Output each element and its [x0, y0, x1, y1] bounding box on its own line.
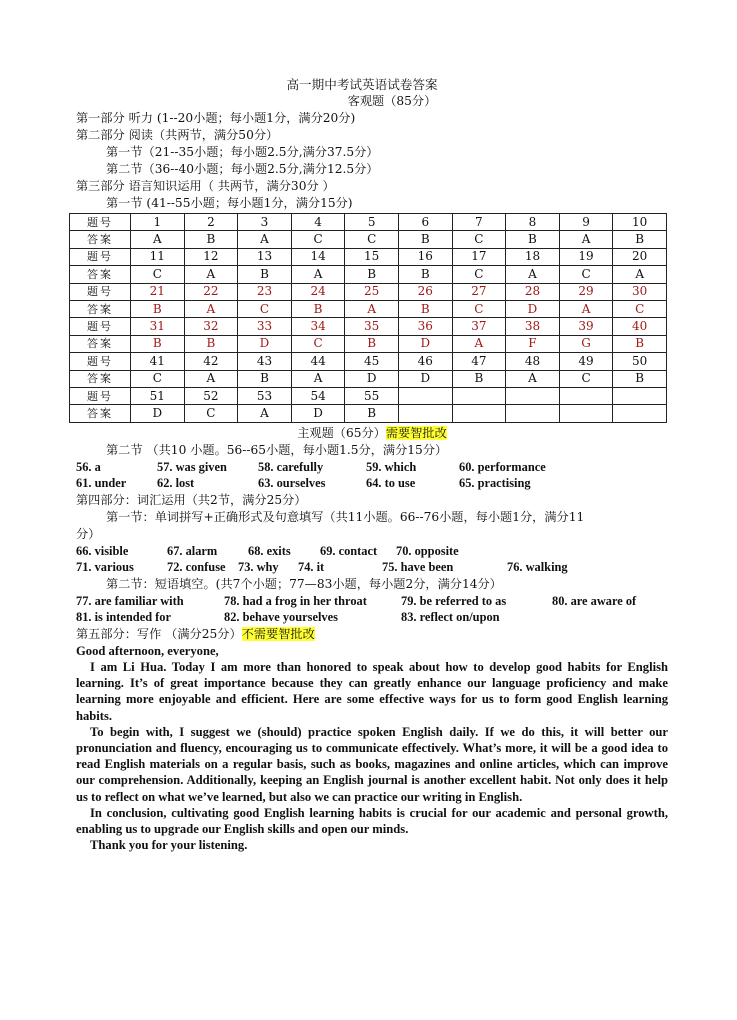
question-number-label: 题号: [70, 387, 131, 404]
answer-cell: C: [452, 266, 506, 283]
question-number-cell: 51: [131, 387, 185, 404]
question-number-cell: 33: [238, 318, 292, 335]
question-number-cell: 24: [291, 283, 345, 300]
answer-cell: B: [613, 231, 667, 248]
answer-cell: C: [131, 266, 185, 283]
answer-row: [70, 405, 667, 422]
question-number-cell: 55: [345, 387, 399, 404]
answer-cell: D: [238, 335, 292, 352]
answer-cell: C: [291, 231, 345, 248]
answer-item: 71. various: [76, 560, 134, 575]
answer-cell: B: [613, 370, 667, 387]
answer-item: 81. is intended for: [76, 610, 171, 625]
question-number-cell: 23: [238, 283, 292, 300]
answer-cell: C: [452, 300, 506, 317]
answer-cell: C: [238, 300, 292, 317]
answer-item: 60. performance: [459, 459, 546, 474]
question-number-cell: [398, 387, 452, 404]
answer-item: 67. alarm: [167, 543, 218, 558]
answer-cell: A: [506, 266, 560, 283]
answer-item: 58. carefully: [258, 459, 324, 474]
answer-line: [76, 543, 668, 560]
question-number-cell: 2: [184, 214, 238, 231]
question-number-cell: 54: [291, 387, 345, 404]
answer-cell: A: [131, 231, 185, 248]
question-number-cell: 19: [559, 248, 613, 265]
answer-item: 82. behave yourselves: [224, 610, 338, 625]
essay-paragraph: I am Li Hua. Today I am more than honored to speak about how to develop good habits for English learning. It’s of great importance because they can greatly enhance our language proficiency and make learning more enjoyable and efficient. Here are some effective ways for us to form good English learning habits.: [76, 659, 668, 723]
subjective-badge: 需要智批改: [385, 425, 447, 440]
part3-section1-heading: 第一节 (41--55小题；每小题1分，满分15分): [106, 196, 353, 210]
answer-cell: B: [345, 335, 399, 352]
question-number-cell: 9: [559, 214, 613, 231]
answer-row: [70, 266, 667, 283]
question-number-label: 题号: [70, 353, 131, 370]
answer-row: [70, 231, 667, 248]
question-number-label: 题号: [70, 318, 131, 335]
answer-cell: A: [613, 266, 667, 283]
answer-cell: B: [238, 370, 292, 387]
subjective-header: 主观题（65分）: [297, 425, 386, 440]
answer-item: 77. are familiar with: [76, 593, 184, 608]
answer-label: 答案: [70, 266, 131, 283]
answer-cell: B: [506, 231, 560, 248]
answer-item: 83. reflect on/upon: [401, 610, 500, 625]
question-number-cell: 44: [291, 353, 345, 370]
question-number-cell: 52: [184, 387, 238, 404]
question-number-cell: 10: [613, 214, 667, 231]
part4-section1-heading: 第一节：单词拼写+正确形式及句意填写（共11小题。66--76小题，每小题1分，满分11: [106, 509, 585, 524]
answer-item: 62. lost: [157, 476, 195, 491]
answer-line: [76, 475, 668, 492]
question-number-cell: 14: [291, 248, 345, 265]
question-number-cell: 40: [613, 318, 667, 335]
answer-cell: D: [131, 405, 185, 422]
question-number-cell: [559, 387, 613, 404]
essay-paragraph: In conclusion, cultivating good English learning habits is crucial for our academic and personal growth, enabling us to upgrade our English skills and open our minds.: [76, 805, 668, 836]
question-number-cell: 8: [506, 214, 560, 231]
question-number-cell: 27: [452, 283, 506, 300]
question-number-label: 题号: [70, 214, 131, 231]
question-number-row: [70, 283, 667, 300]
question-number-cell: 26: [398, 283, 452, 300]
answer-cell: C: [345, 231, 399, 248]
answer-cell: A: [291, 266, 345, 283]
part4-section2-answers: [76, 593, 668, 626]
answer-item: 63. ourselves: [258, 476, 326, 491]
question-number-cell: 31: [131, 318, 185, 335]
answer-cell: C: [184, 405, 238, 422]
answer-cell: A: [506, 370, 560, 387]
question-number-cell: 53: [238, 387, 292, 404]
question-number-cell: 25: [345, 283, 399, 300]
answer-cell: B: [452, 370, 506, 387]
answer-cell: B: [345, 405, 399, 422]
answer-cell: G: [559, 335, 613, 352]
question-number-cell: 22: [184, 283, 238, 300]
answer-row: [70, 370, 667, 387]
answer-line: [76, 559, 668, 576]
part2-heading: 第二部分 阅读（共两节，满分50分）: [76, 128, 279, 142]
answer-item: 80. are aware of: [552, 593, 637, 608]
question-number-cell: 47: [452, 353, 506, 370]
question-number-cell: 13: [238, 248, 292, 265]
question-number-row: [70, 318, 667, 335]
answer-cell: B: [345, 266, 399, 283]
answer-item: 69. contact: [320, 543, 378, 558]
question-number-label: 题号: [70, 283, 131, 300]
question-number-cell: [452, 387, 506, 404]
answer-label: 答案: [70, 405, 131, 422]
part4-section2-heading: 第二节：短语填空。(共7个小题；77—83小题，每小题2分，满分14分）: [106, 576, 502, 591]
question-number-cell: 17: [452, 248, 506, 265]
answer-item: 66. visible: [76, 543, 129, 558]
answer-item: 57. was given: [157, 459, 227, 474]
answer-cell: D: [398, 335, 452, 352]
question-number-label: 题号: [70, 248, 131, 265]
answer-item: 68. exits: [248, 543, 291, 558]
answer-cell: B: [613, 335, 667, 352]
question-number-cell: 42: [184, 353, 238, 370]
answer-item: 76. walking: [507, 560, 568, 575]
answer-item: 75. have been: [382, 560, 454, 575]
question-number-cell: 3: [238, 214, 292, 231]
answer-line: [76, 609, 668, 626]
answer-label: 答案: [70, 300, 131, 317]
answer-item: 61. under: [76, 476, 127, 491]
essay-paragraph: To begin with, I suggest we (should) practice spoken English daily. If we do this, it will better our pronunciation and fluency, encouraging us to communicate effectively. What’s more, it will be a good idea to read English materials on a regular basis, such as books, magazines and online articles, which can improve our comprehension. Additionally, keeping an English journal is another excellent habit. Not only does it help us to reflect on what we’ve learned, but also we can practice our writing in English.: [76, 724, 668, 804]
answer-cell: B: [184, 335, 238, 352]
answer-cell: [559, 405, 613, 422]
answer-cell: A: [184, 300, 238, 317]
question-number-cell: 39: [559, 318, 613, 335]
question-number-cell: 16: [398, 248, 452, 265]
question-number-cell: 45: [345, 353, 399, 370]
question-number-cell: 37: [452, 318, 506, 335]
answer-cell: [506, 405, 560, 422]
answer-cell: [452, 405, 506, 422]
question-number-cell: 4: [291, 214, 345, 231]
answer-cell: B: [398, 266, 452, 283]
answer-cell: D: [291, 405, 345, 422]
answer-table-body: [70, 214, 667, 423]
part3-heading: 第三部分 语言知识运用（ 共两节，满分30分 ）: [76, 179, 335, 193]
question-number-row: [70, 248, 667, 265]
part3-section2-heading: 第二节 （共10 小题。56--65小题，每小题1.5分，满分15分）: [106, 442, 448, 457]
answer-item: 70. opposite: [396, 543, 459, 558]
question-number-cell: 6: [398, 214, 452, 231]
question-number-cell: 21: [131, 283, 185, 300]
question-number-cell: 28: [506, 283, 560, 300]
answer-cell: A: [291, 370, 345, 387]
answer-cell: B: [131, 300, 185, 317]
answer-cell: A: [238, 231, 292, 248]
answer-item: 72. confuse: [167, 560, 226, 575]
answer-cell: B: [398, 300, 452, 317]
question-number-cell: 30: [613, 283, 667, 300]
answer-cell: B: [398, 231, 452, 248]
question-number-cell: 38: [506, 318, 560, 335]
objective-header: 客观题（85分）: [347, 94, 437, 108]
answer-cell: C: [613, 300, 667, 317]
part5-heading: 第五部分：写作 （满分25分）: [76, 626, 242, 641]
answer-cell: D: [345, 370, 399, 387]
question-number-cell: 34: [291, 318, 345, 335]
question-number-cell: 49: [559, 353, 613, 370]
answer-item: 78. had a frog in her throat: [224, 593, 367, 608]
essay-paragraph: Thank you for your listening.: [90, 838, 248, 853]
answer-cell: B: [184, 231, 238, 248]
answer-cell: [398, 405, 452, 422]
question-number-cell: [613, 387, 667, 404]
answer-item: 56. a: [76, 459, 101, 474]
answer-cell: C: [131, 370, 185, 387]
answer-cell: C: [452, 231, 506, 248]
answer-cell: [613, 405, 667, 422]
answer-document: [76, 76, 668, 853]
part4-section1-answers: [76, 543, 668, 576]
section2-answers: [76, 459, 668, 492]
answer-label: 答案: [70, 335, 131, 352]
subjective-header-line: [76, 425, 668, 442]
question-number-cell: 48: [506, 353, 560, 370]
question-number-cell: 41: [131, 353, 185, 370]
model-essay: [76, 643, 668, 854]
answer-cell: A: [238, 405, 292, 422]
answer-item: 59. which: [366, 459, 417, 474]
question-number-row: [70, 214, 667, 231]
question-number-cell: 43: [238, 353, 292, 370]
question-number-cell: 46: [398, 353, 452, 370]
answer-cell: D: [506, 300, 560, 317]
question-number-cell: 20: [613, 248, 667, 265]
answer-cell: A: [184, 370, 238, 387]
question-number-cell: 7: [452, 214, 506, 231]
part2-section2-heading: 第二节（36--40小题；每小题2.5分,满分12.5分）: [106, 162, 379, 176]
question-number-cell: 12: [184, 248, 238, 265]
question-number-cell: 5: [345, 214, 399, 231]
answer-row: [70, 300, 667, 317]
answer-cell: A: [559, 300, 613, 317]
answer-cell: B: [131, 335, 185, 352]
answer-cell: B: [238, 266, 292, 283]
answer-cell: C: [559, 266, 613, 283]
answer-cell: A: [345, 300, 399, 317]
answer-cell: A: [452, 335, 506, 352]
part2-section1-heading: 第一节（21--35小题；每小题2.5分,满分37.5分）: [106, 145, 379, 159]
part5-heading-line: [76, 626, 668, 643]
document-title: 高一期中考试英语试卷答案: [286, 77, 438, 92]
answer-item: 73. why: [238, 560, 279, 575]
essay-greeting: Good afternoon, everyone,: [76, 643, 219, 658]
question-number-cell: 11: [131, 248, 185, 265]
part5-badge: 不需要智批改: [241, 626, 315, 641]
answer-label: 答案: [70, 370, 131, 387]
question-number-cell: 18: [506, 248, 560, 265]
answer-item: 64. to use: [366, 476, 416, 491]
part4-heading: 第四部分：词汇运用（共2节，满分25分）: [76, 492, 307, 507]
answer-cell: D: [398, 370, 452, 387]
answer-line: [76, 459, 668, 476]
question-number-cell: 15: [345, 248, 399, 265]
answer-cell: C: [559, 370, 613, 387]
question-number-cell: 35: [345, 318, 399, 335]
answer-row: [70, 335, 667, 352]
answer-cell: F: [506, 335, 560, 352]
answer-label: 答案: [70, 231, 131, 248]
question-number-cell: 32: [184, 318, 238, 335]
answer-cell: A: [184, 266, 238, 283]
question-number-cell: 36: [398, 318, 452, 335]
question-number-cell: [506, 387, 560, 404]
answer-item: 74. it: [298, 560, 325, 575]
question-number-row: [70, 353, 667, 370]
answer-item: 65. practising: [459, 476, 531, 491]
answer-item: 79. be referred to as: [401, 593, 507, 608]
answer-line: [76, 593, 668, 610]
answer-cell: A: [559, 231, 613, 248]
question-number-cell: 1: [131, 214, 185, 231]
part4-section1-heading-cont: 分）: [76, 526, 101, 541]
answer-cell: C: [291, 335, 345, 352]
answer-cell: B: [291, 300, 345, 317]
question-number-row: [70, 387, 667, 404]
answer-table: [69, 213, 667, 423]
question-number-cell: 29: [559, 283, 613, 300]
part1-heading: 第一部分 听力 (1--20小题；每小题1分，满分20分): [76, 111, 356, 125]
question-number-cell: 50: [613, 353, 667, 370]
